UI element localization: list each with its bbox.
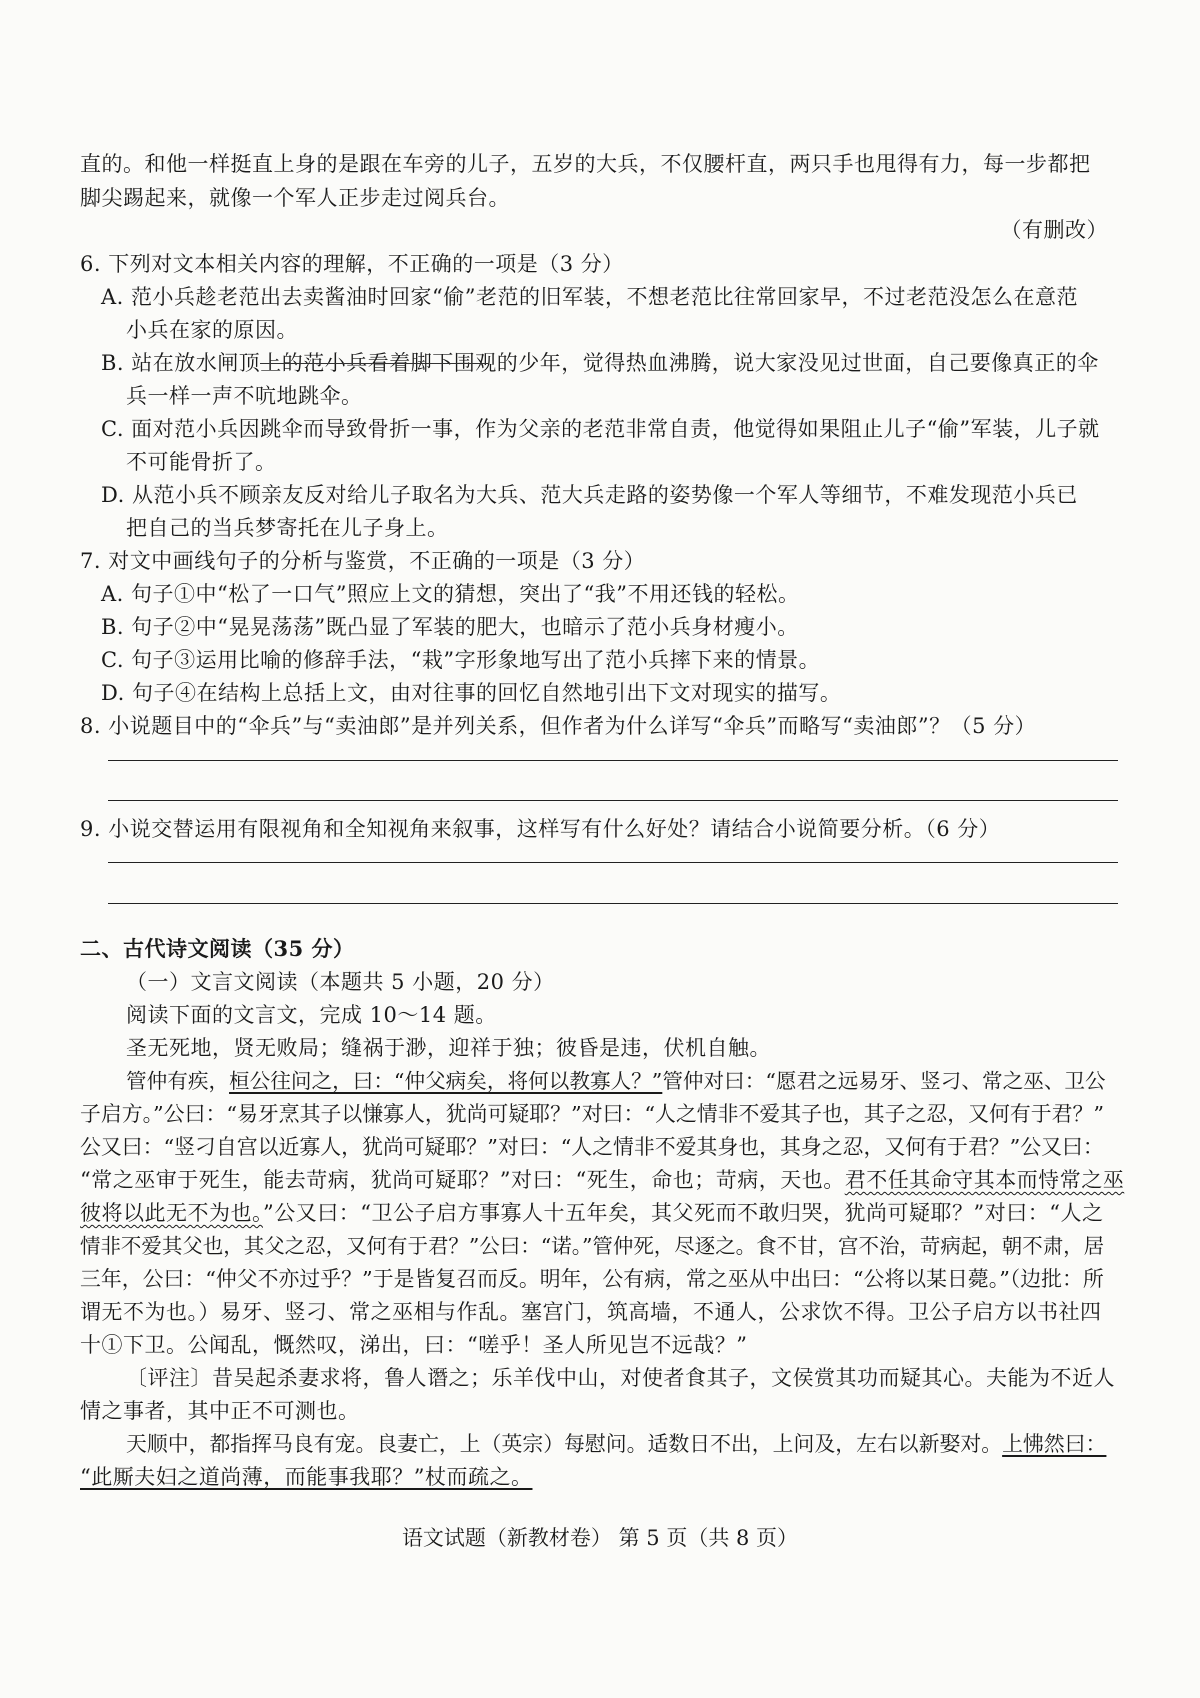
q6-option-a: A. 范小兵趁老范出去卖酱油时回家“偷”老范的旧军装，不想老范比往常回家早，不过老范没怎么在意范 [101, 285, 1078, 309]
answer-line[interactable] [108, 862, 1118, 863]
q6-option-a-cont: 小兵在家的原因。 [126, 318, 298, 342]
text-span: “常之巫审于死生，能去苛病，犹尚可疑耶？”对曰：“死生，命也；苛病，天也。 [80, 1168, 845, 1192]
classical-text-line [80, 1166, 1124, 1194]
question-7-stem: 7. 对文中画线句子的分析与鉴赏，不正确的一项是（3 分） [80, 549, 646, 573]
text-span: 管仲有疾， [126, 1069, 230, 1093]
q7-option-d: D. 句子④在结构上总括上文，由对往事的回忆自然地引出下文对现实的描写。 [101, 681, 842, 705]
q6-option-b-cont: 兵一样一声不吭地跳伞。 [126, 384, 363, 408]
classical-text-line [80, 1463, 532, 1491]
underlined-sentence: 上怫然曰： [1002, 1432, 1107, 1456]
underlined-sentence: “此厮夫妇之道尚薄，而能事我耶？”杖而疏之。 [80, 1465, 533, 1489]
commentary-line: 〔评注〕昔吴起杀妻求将，鲁人谮之；乐羊伐中山，对使者食其子，文侯赏其功而疑其心。夫能为不近人 [126, 1366, 1115, 1390]
text-span: ”公又曰：“卫公子启方事寡人十五年矣，其父死而不敢归哭，犹尚可疑耶？”对曰：“人之 [263, 1201, 1104, 1225]
page-footer: 语文试题（新教材卷） 第 5 页（共 8 页） [401, 1526, 799, 1550]
question-9-stem: 9. 小说交替运用有限视角和全知视角来叙事，这样写有什么好处？请结合小说简要分析。（6 分） [80, 817, 1001, 841]
answer-line[interactable] [108, 903, 1118, 904]
question-8-stem: 8. 小说题目中的“伞兵”与“卖油郎”是并列关系，但作者为什么详写“伞兵”而略写“卖油郎”？（5 分） [80, 714, 1037, 738]
classical-text-line: 圣无死地，贤无败局；缝祸于渺，迎祥于独；彼昏是违，伏机自触。 [126, 1036, 771, 1060]
instruction: 阅读下面的文言文，完成 10～14 题。 [126, 1003, 497, 1027]
classical-text-line: 情非不爱其父也，其父之忍，又何有于君？”公曰：“诺。”管仲死，尽逐之。食不甘，宫不治，苛病起，朝不肃，居 [80, 1234, 1105, 1258]
classical-text-line: 子启方。”公曰：“易牙烹其子以慊寡人，犹尚可疑耶？”对曰：“人之情非不爱其子也，其子之忍，又何有于君？” [80, 1102, 1105, 1126]
text-span: 天顺中，都指挥马良有宠。良妻亡，上（英宗）每慰问。适数日不出，上问及，左右以新娶对。 [126, 1432, 1003, 1456]
q7-option-c: C. 句子③运用比喻的修辞手法，“栽”字形象地写出了范小兵摔下来的情景。 [101, 648, 821, 672]
classical-text-line: 十①下卫。公闻乱，慨然叹，涕出，曰：“嗟乎！圣人所见岂不远哉？” [80, 1333, 748, 1357]
wavy-underlined-sentence: 彼将以此无不为也。 [80, 1201, 263, 1225]
classical-text-line: 谓无不为也。）易牙、竖刁、常之巫相与作乱。塞宫门，筑高墙，不通人，公求饮不得。卫公子启方以书社四 [80, 1300, 1102, 1324]
section-title: 二、古代诗文阅读（35 分） [80, 936, 355, 961]
passage-line: 直的。和他一样挺直上身的是跟在车旁的儿子，五岁的大兵，不仅腰杆直，两只手也甩得有力，每一步都把 [80, 152, 1091, 176]
classical-text-line [126, 1067, 1106, 1095]
wavy-underlined-sentence: 君不任其命守其本而恃常之巫 [844, 1168, 1125, 1192]
q6-option-d-cont: 把自己的当兵梦寄托在儿子身上。 [126, 516, 449, 540]
q7-option-b: B. 句子②中“晃晃荡荡”既凸显了军装的肥大，也暗示了范小兵身材瘦小。 [101, 615, 799, 639]
classical-text-line: 公又曰：“竖刁自宫以近寡人，犹尚可疑耶？”对曰：“人之情非不爱其身也，其身之忍，又何有于君？”公又曰： [80, 1135, 1104, 1159]
scribble-mark [260, 363, 488, 364]
subsection-title: （一）文言文阅读（本题共 5 小题，20 分） [126, 970, 555, 994]
q7-option-a: A. 句子①中“松了一口气”照应上文的猜想，突出了“我”不用还钱的轻松。 [101, 582, 800, 606]
q6-option-d: D. 从范小兵不顾亲友反对给儿子取名为大兵、范大兵走路的姿势像一个军人等细节，不难发现范小兵已 [101, 483, 1078, 507]
question-6-stem: 6. 下列对文本相关内容的理解，不正确的一项是（3 分） [80, 252, 624, 276]
q6-option-c-cont: 不可能骨折了。 [126, 450, 277, 474]
text-span: 管仲对曰：“愿君之远易牙、竖刁、常之巫、卫公 [662, 1069, 1106, 1093]
classical-text-line [126, 1430, 1106, 1458]
classical-text-line [80, 1199, 1103, 1227]
underlined-sentence: 桓公往问之，曰：“仲父病矣，将何以教寡人？” [229, 1069, 663, 1093]
source-note: （有删改） [1000, 218, 1108, 242]
commentary-line: 情之事者，其中正不可测也。 [80, 1399, 360, 1423]
answer-line[interactable] [108, 800, 1118, 801]
q6-option-b: B. 站在放水闸顶上的范小兵看着脚下围观的少年，觉得热血沸腾，说大家没见过世面，自己要像真正的伞 [101, 351, 1099, 375]
classical-text-line: 三年，公曰：“仲父不亦过乎？”于是皆复召而反。明年，公有病，常之巫从中出曰：“公将以某日薨。”（边批：所 [80, 1267, 1104, 1291]
answer-line[interactable] [108, 760, 1118, 761]
passage-line: 脚尖踢起来，就像一个军人正步走过阅兵台。 [80, 186, 510, 210]
q6-option-c: C. 面对范小兵因跳伞而导致骨折一事，作为父亲的老范非常自责，他觉得如果阻止儿子“偷”军装，儿子就 [101, 417, 1100, 441]
